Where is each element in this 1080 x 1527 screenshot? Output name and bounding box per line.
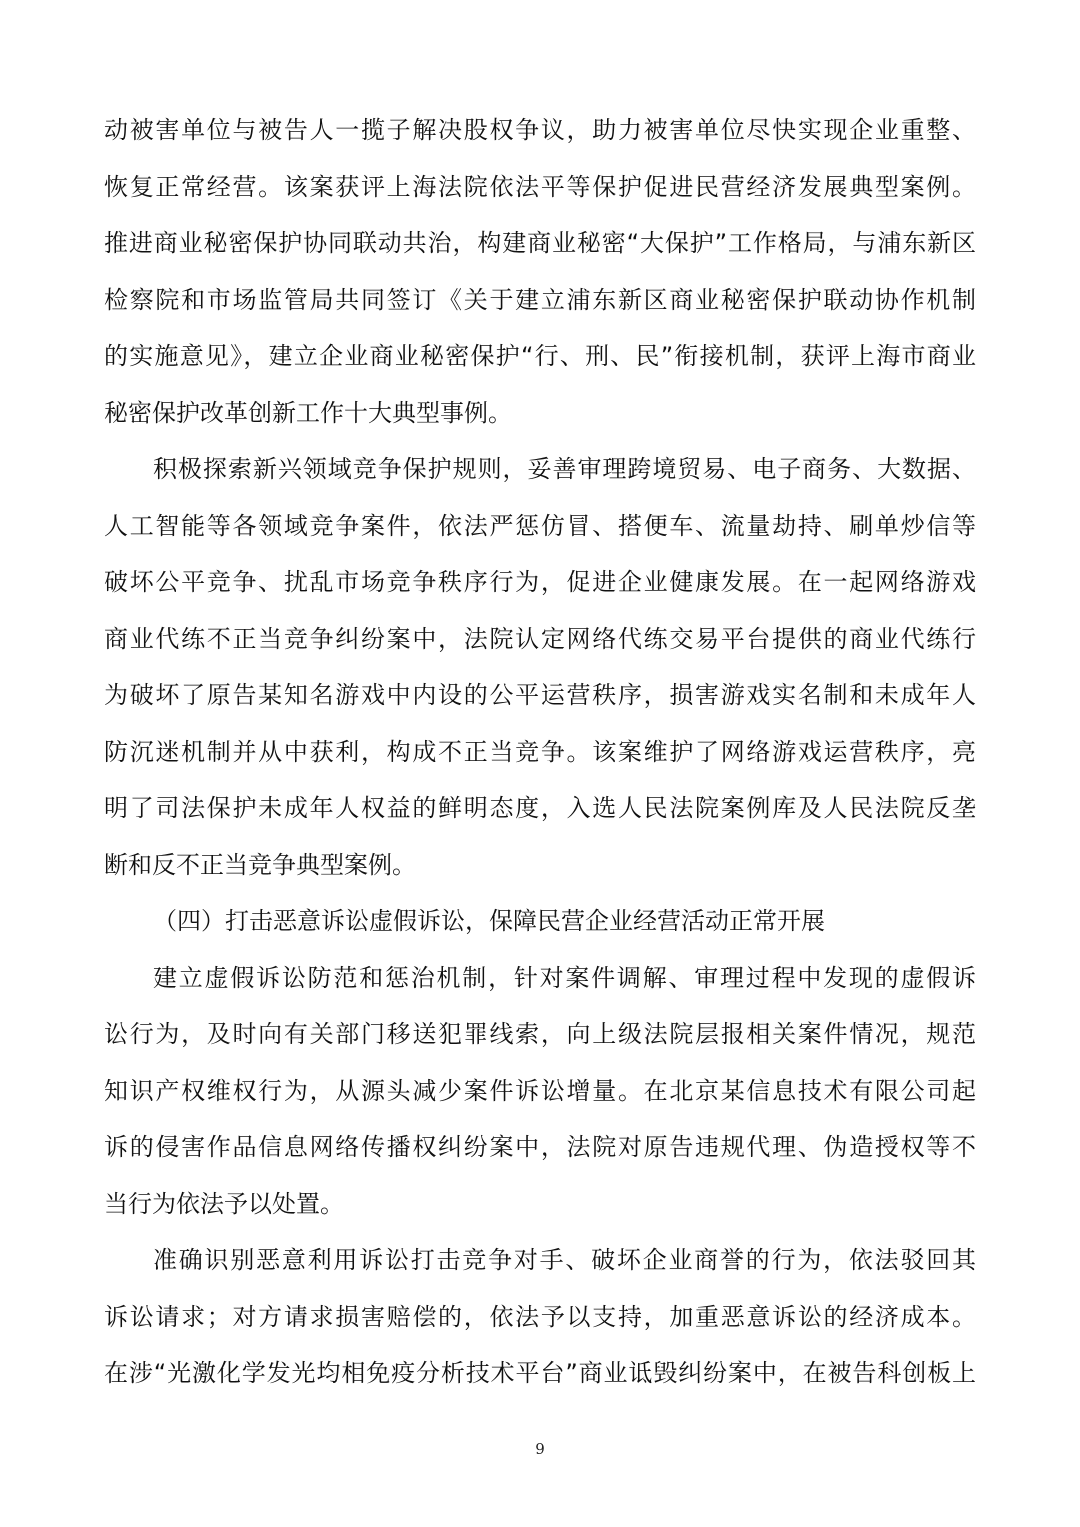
- text-line: 准确识别恶意利用诉讼打击竞争对手、破坏企业商誉的行为，依法驳回其: [153, 1246, 976, 1274]
- paragraph-2: [104, 441, 976, 893]
- text-line: 人工智能等各领域竞争案件，依法严惩仿冒、搭便车、流量劫持、刷单炒信等: [104, 511, 976, 540]
- text-line: 诉的侵害作品信息网络传播权纠纷案中，法院对原告违规代理、伪造授权等不: [104, 1133, 976, 1161]
- text-line: 讼行为，及时向有关部门移送犯罪线索，向上级法院层报相关案件情况，规范: [104, 1020, 976, 1048]
- text-line: 恢复正常经营。该案获评上海法院依法平等保护促进民营经济发展典型案例。: [104, 172, 976, 201]
- text-line: 动被害单位与被告人一揽子解决股权争议，助力被害单位尽快实现企业重整、: [104, 116, 976, 144]
- paragraph-4: [104, 1232, 976, 1402]
- paragraph-3: [104, 950, 976, 1233]
- page-number: 9: [535, 1440, 545, 1458]
- text-line: 商业代练不正当竞争纠纷案中，法院认定网络代练交易平台提供的商业代练行: [104, 624, 976, 653]
- text-line: 诉讼请求；对方请求损害赔偿的，依法予以支持，加重恶意诉讼的经济成本。: [104, 1302, 976, 1331]
- text-line: 建立虚假诉讼防范和惩治机制，针对案件调解、审理过程中发现的虚假诉: [153, 963, 976, 992]
- text-line: 破坏公平竞争、扰乱市场竞争秩序行为，促进企业健康发展。在一起网络游戏: [104, 568, 976, 596]
- text-line: 推进商业秘密保护协同联动共治，构建商业秘密“大保护”工作格局，与浦东新区: [104, 229, 976, 257]
- text-line: 积极探索新兴领域竞争保护规则，妥善审理跨境贸易、电子商务、大数据、: [153, 455, 976, 483]
- body-text: [104, 102, 976, 1402]
- paragraph-1: [104, 102, 976, 441]
- text-line: 的实施意见》，建立企业商业秘密保护“行、刑、民”衔接机制，获评上海市商业: [104, 342, 976, 370]
- text-line: 秘密保护改革创新工作十大典型事例。: [104, 398, 512, 427]
- text-line: 检察院和市场监管局共同签订《关于建立浦东新区商业秘密保护联动协作机制: [104, 285, 976, 314]
- text-line: 为破坏了原告某知名游戏中内设的公平运营秩序，损害游戏实名制和未成年人: [104, 681, 976, 709]
- text-line: 知识产权维权行为，从源头减少案件诉讼增量。在北京某信息技术有限公司起: [104, 1076, 976, 1105]
- text-line: 当行为依法予以处置。: [104, 1189, 344, 1218]
- text-line: 防沉迷机制并从中获利，构成不正当竞争。该案维护了网络游戏运营秩序，亮: [104, 737, 976, 766]
- text-line: 在涉“光激化学发光均相免疫分析技术平台”商业诋毁纠纷案中，在被告科创板上: [104, 1359, 976, 1387]
- section-heading: （四）打击恶意诉讼虚假诉讼，保障民营企业经营活动正常开展: [153, 907, 825, 935]
- text-line: 明了司法保护未成年人权益的鲜明态度，入选人民法院案例库及人民法院反垄: [104, 794, 976, 822]
- text-line: 断和反不正当竞争典型案例。: [104, 850, 416, 879]
